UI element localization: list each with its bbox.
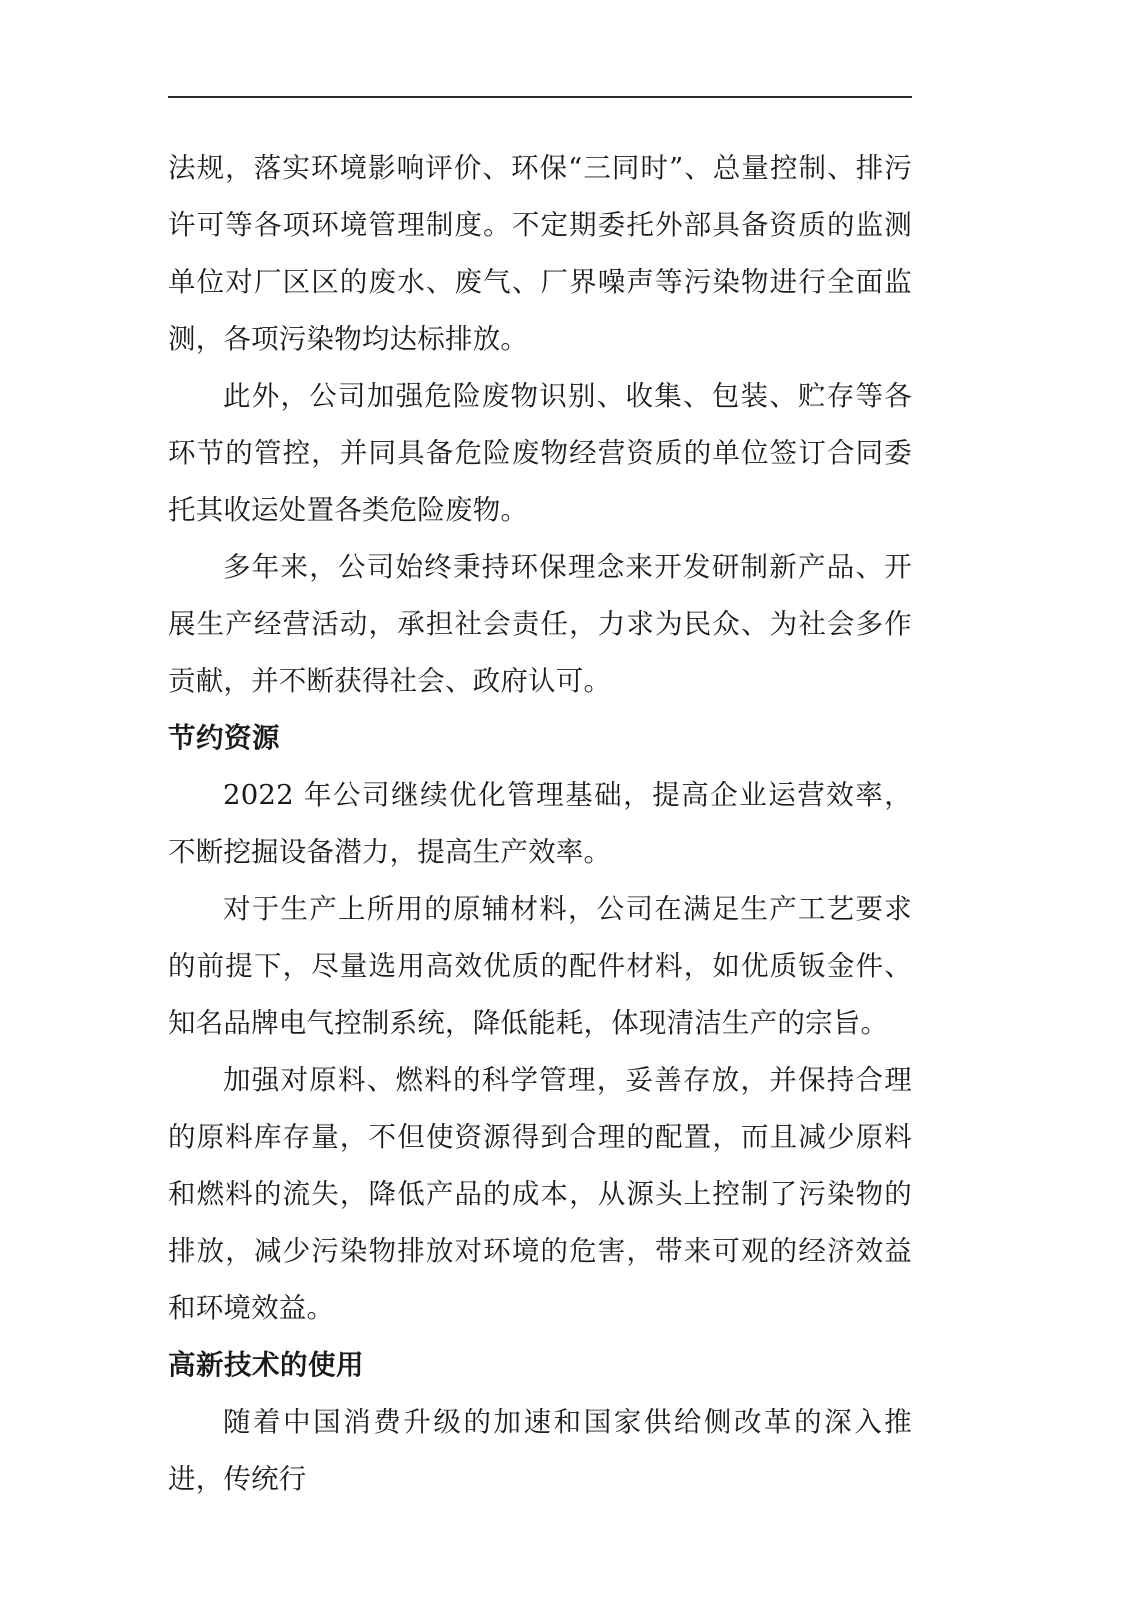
body-paragraph: 2022 年公司继续优化管理基础，提高企业运营效率，不断挖掘设备潜力，提高生产效率。 (168, 779, 912, 868)
body-paragraph: 多年来，公司始终秉持环保理念来开发研制新产品、开展生产经营活动，承担社会责任，力求为民众、为社会多作贡献，并不断获得社会、政府认可。 (168, 551, 912, 697)
body-paragraph: 加强对原料、燃料的科学管理，妥善存放，并保持合理的原料库存量，不但使资源得到合理的配置，而且减少原料和燃料的流失，降低产品的成本，从源头上控制了污染物的排放，减少污染物排放对环境的危害，带来可观的经济效益和环境效益。 (168, 1064, 912, 1324)
section-heading-resource-saving: 节约资源 (168, 722, 280, 754)
body-paragraph: 对于生产上所用的原辅材料，公司在满足生产工艺要求的前提下，尽量选用高效优质的配件材料，如优质钣金件、知名品牌电气控制系统，降低能耗，体现清洁生产的宗旨。 (168, 893, 912, 1039)
body-paragraph: 此外，公司加强危险废物识别、收集、包装、贮存等各环节的管控，并同具备危险废物经营资质的单位签订合同委托其收运处置各类危险废物。 (168, 380, 912, 526)
page-content (168, 96, 912, 1508)
body-paragraph: 法规，落实环境影响评价、环保“三同时”、总量控制、排污许可等各项环境管理制度。不定期委托外部具备资质的监测单位对厂区区的废水、废气、厂界噪声等污染物进行全面监测，各项污染物均达标排放。 (168, 152, 912, 355)
section-heading-high-tech-usage: 高新技术的使用 (168, 1349, 364, 1381)
body-paragraph: 随着中国消费升级的加速和国家供给侧改革的深入推进，传统行 (168, 1406, 912, 1495)
header-divider (168, 96, 912, 98)
